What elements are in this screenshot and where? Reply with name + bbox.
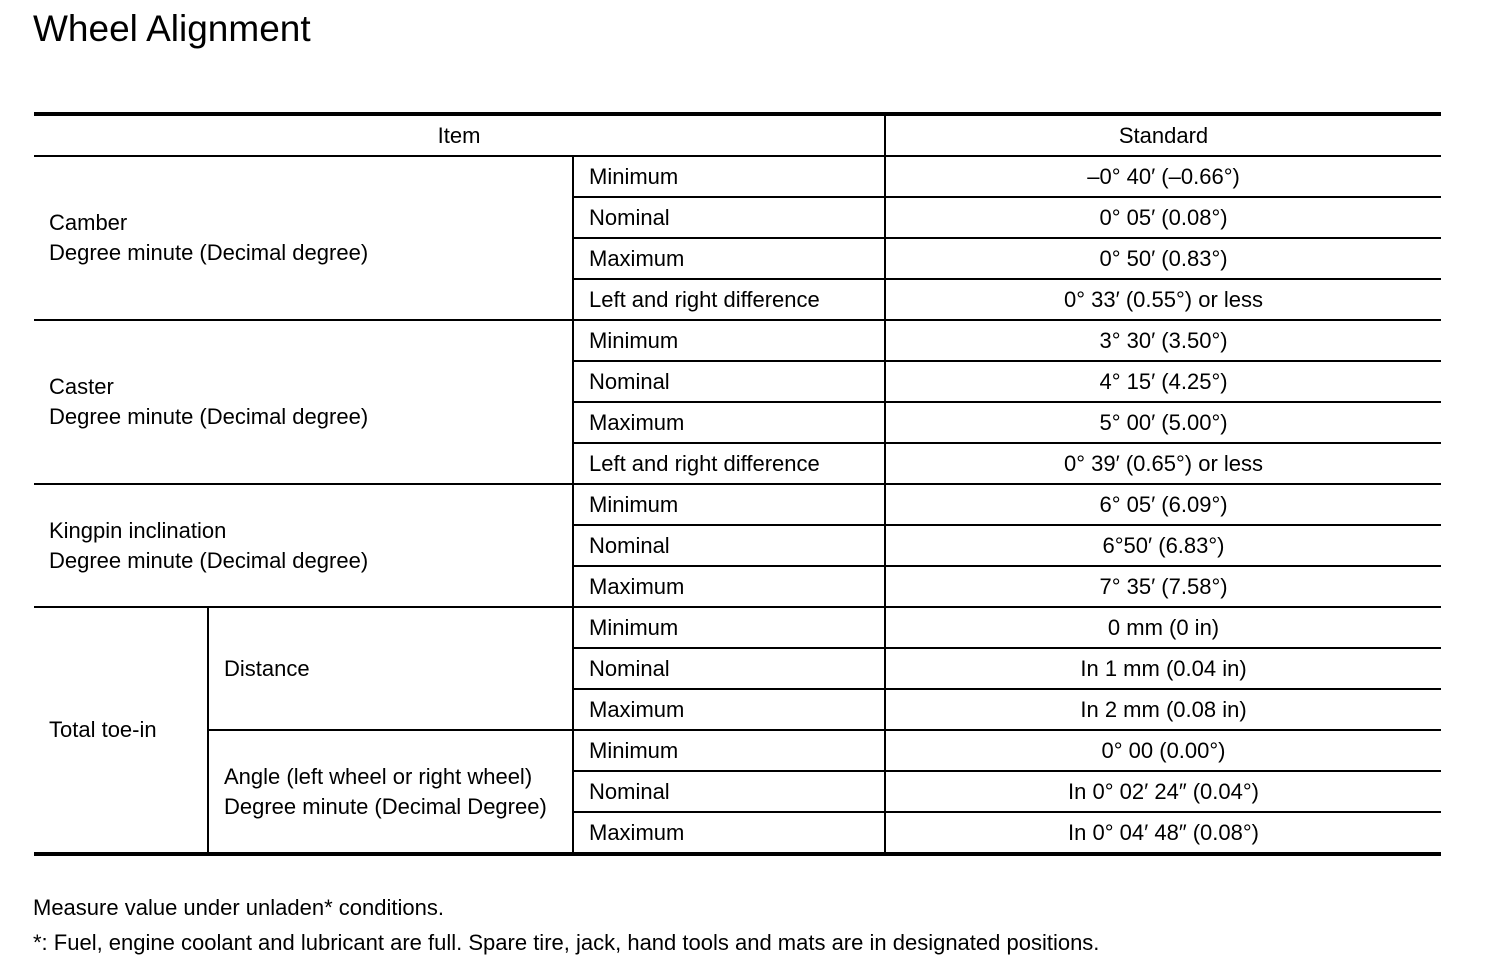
table-row (34, 320, 1441, 361)
angle-label (208, 730, 573, 854)
condition-cell: Nominal (573, 648, 885, 689)
header-item: Item (34, 114, 885, 156)
caster-label (34, 320, 573, 484)
condition-cell: Nominal (573, 361, 885, 402)
angle-label-line2: Degree minute (Decimal Degree) (224, 793, 547, 819)
standard-cell: In 0° 04′ 48″ (0.08°) (885, 812, 1441, 854)
standard-cell: 6°50′ (6.83°) (885, 525, 1441, 566)
standard-cell: 0° 33′ (0.55°) or less (885, 279, 1441, 320)
header-standard: Standard (885, 114, 1441, 156)
condition-cell: Nominal (573, 525, 885, 566)
toe-in-label: Total toe-in (34, 607, 208, 854)
condition-cell: Maximum (573, 689, 885, 730)
kingpin-label-line2: Degree minute (Decimal degree) (49, 547, 369, 573)
standard-cell: 5° 00′ (5.00°) (885, 402, 1441, 443)
condition-cell: Minimum (573, 156, 885, 197)
condition-cell: Maximum (573, 238, 885, 279)
caster-label-line1: Caster (49, 374, 114, 399)
condition-cell: Maximum (573, 566, 885, 607)
standard-cell: 0° 39′ (0.65°) or less (885, 443, 1441, 484)
footnote-conditions: *: Fuel, engine coolant and lubricant are full. Spare tire, jack, hand tools and mats are in designated positions. (33, 930, 1100, 955)
condition-cell: Left and right difference (573, 443, 885, 484)
standard-cell: 0° 00 (0.00°) (885, 730, 1441, 771)
condition-cell: Minimum (573, 320, 885, 361)
standard-cell: 6° 05′ (6.09°) (885, 484, 1441, 525)
condition-cell: Nominal (573, 197, 885, 238)
distance-label: Distance (208, 607, 573, 730)
condition-cell: Left and right difference (573, 279, 885, 320)
standard-cell: 0° 05′ (0.08°) (885, 197, 1441, 238)
wheel-alignment-table (34, 112, 1441, 856)
standard-cell: In 1 mm (0.04 in) (885, 648, 1441, 689)
angle-label-line1: Angle (left wheel or right wheel) (224, 763, 533, 789)
table-row (34, 156, 1441, 197)
standard-cell: In 2 mm (0.08 in) (885, 689, 1441, 730)
condition-cell: Maximum (573, 812, 885, 854)
standard-cell: 3° 30′ (3.50°) (885, 320, 1441, 361)
camber-label (34, 156, 573, 320)
footnote-unladen: Measure value under unladen* conditions. (33, 895, 444, 920)
table-row (34, 607, 1441, 648)
standard-cell: 0° 50′ (0.83°) (885, 238, 1441, 279)
camber-label-line2: Degree minute (Decimal degree) (49, 240, 369, 265)
caster-label-line2: Degree minute (Decimal degree) (49, 404, 369, 429)
page-title: Wheel Alignment (33, 8, 311, 49)
kingpin-label-line1: Kingpin inclination (49, 517, 227, 543)
header-row (34, 114, 1441, 156)
camber-label-line1: Camber (49, 210, 128, 235)
condition-cell: Minimum (573, 484, 885, 525)
standard-cell: 0 mm (0 in) (885, 607, 1441, 648)
condition-cell: Minimum (573, 730, 885, 771)
standard-cell: In 0° 02′ 24″ (0.04°) (885, 771, 1441, 812)
condition-cell: Nominal (573, 771, 885, 812)
condition-cell: Minimum (573, 607, 885, 648)
kingpin-label (34, 484, 573, 607)
table-row (34, 730, 1441, 771)
standard-cell: 4° 15′ (4.25°) (885, 361, 1441, 402)
standard-cell: 7° 35′ (7.58°) (885, 566, 1441, 607)
table-row (34, 484, 1441, 525)
standard-cell: –0° 40′ (–0.66°) (885, 156, 1441, 197)
condition-cell: Maximum (573, 402, 885, 443)
